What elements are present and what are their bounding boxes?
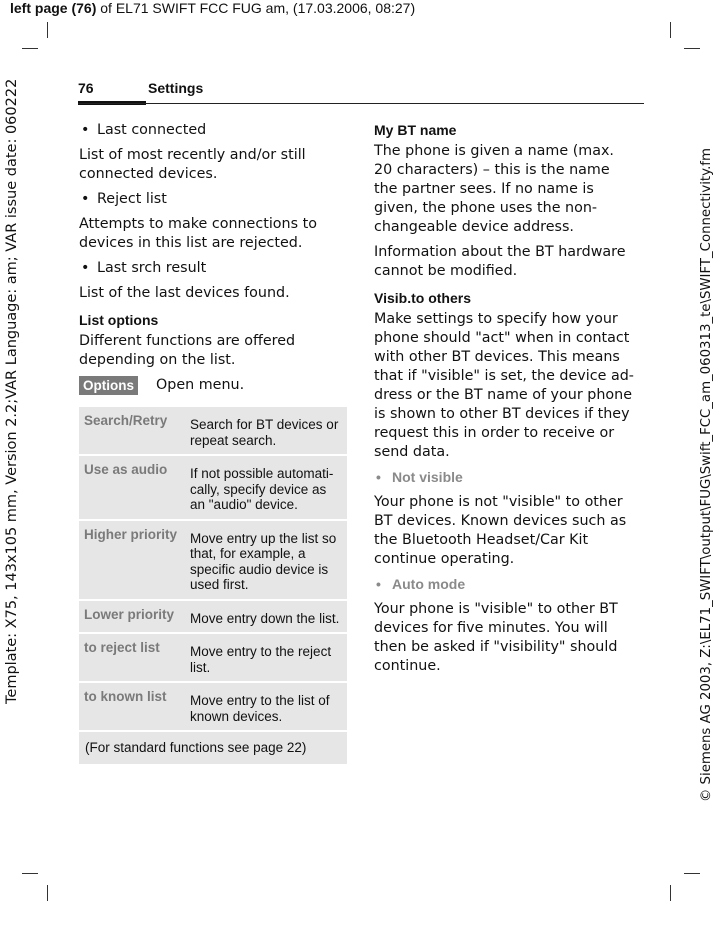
crop-mark xyxy=(22,48,38,49)
paragraph: Attempts to make connections to devices in this list are rejected. xyxy=(79,216,317,251)
bullet-reject-list: • Reject list xyxy=(79,190,349,209)
print-header-page: left page (76) xyxy=(10,0,97,16)
crop-mark xyxy=(670,885,671,901)
table-row xyxy=(79,456,347,519)
option-name: to known list xyxy=(79,683,186,730)
left-column xyxy=(79,121,349,766)
option-description: Move entry down the list. xyxy=(186,601,347,633)
table-row xyxy=(79,407,347,454)
table-footer-row xyxy=(79,732,347,764)
page-number: 76 xyxy=(78,80,94,96)
options-row xyxy=(79,376,349,395)
template-info-margin: Template: X75, 143x105 mm, Version 2.2;VAR Language: am; VAR issue date: 060222 xyxy=(4,78,20,704)
print-header xyxy=(10,0,415,16)
table-row xyxy=(79,601,347,633)
paragraph: Your phone is "visible" to other BT devices for five minutes. You will then be asked if "visibility" should continue. xyxy=(374,601,618,674)
paragraph: Different functions are offered depending on the list. xyxy=(79,333,296,368)
table-footer: (For standard functions see page 22) xyxy=(79,732,347,764)
table-row xyxy=(79,634,347,681)
header-rule xyxy=(78,103,644,104)
option-description: Move entry up the list so that, for example, a specific audio device is used first. xyxy=(186,521,347,599)
paragraph: List of most recently and/or still connected devices. xyxy=(79,147,306,182)
section-title: Settings xyxy=(148,80,204,96)
options-description: Open menu. xyxy=(156,377,245,393)
crop-mark xyxy=(47,885,48,901)
option-description: Move entry to the reject list. xyxy=(186,634,347,681)
paragraph: List of the last devices found. xyxy=(79,285,290,301)
option-description: Search for BT devices or repeat search. xyxy=(186,407,347,454)
crop-mark xyxy=(684,873,700,874)
option-not-visible: • Not visible xyxy=(374,468,634,487)
crop-mark xyxy=(670,22,671,38)
heading-visibility: Visib.to others xyxy=(374,290,471,306)
right-column xyxy=(374,121,634,682)
paragraph: Information about the BT hardware cannot be modified. xyxy=(374,244,626,279)
table-row xyxy=(79,521,347,599)
option-name: Higher priority xyxy=(79,521,186,599)
bullet-last-connected: • Last connected xyxy=(79,121,349,140)
option-description: Move entry to the list of known devices. xyxy=(186,683,347,730)
crop-mark xyxy=(684,48,700,49)
crop-mark xyxy=(47,22,48,38)
list-options-table xyxy=(79,405,347,766)
option-name: Lower priority xyxy=(79,601,186,633)
paragraph: Your phone is not "visible" to other BT devices. Known devices such as the Bluetooth Headset/Car Kit continue operating. xyxy=(374,494,627,567)
crop-mark xyxy=(22,873,38,874)
heading-my-bt-name: My BT name xyxy=(374,122,457,138)
copyright-margin: © Siemens AG 2003, Z:\EL71_SWIFT\output\FUG\Swift_FCC_am_060313_te\SWIFT_Connectivity.fm xyxy=(699,148,714,802)
option-auto-mode: • Auto mode xyxy=(374,575,634,594)
option-name: Search/Retry xyxy=(79,407,186,454)
paragraph: Make settings to specify how your phone should "act" when in contact with other BT devices. This means that if "visible" is set, the device ad-dress or the BT name of your phone is shown to other BT devices if they request this in order to receive or send data. xyxy=(374,311,634,460)
bullet-last-search-result: • Last srch result xyxy=(79,259,349,278)
option-description: If not possible automati-cally, specify device as an "audio" device. xyxy=(186,456,347,519)
table-row xyxy=(79,683,347,730)
option-name: to reject list xyxy=(79,634,186,681)
print-header-info: of EL71 SWIFT FCC FUG am, (17.03.2006, 08:27) xyxy=(96,0,416,16)
option-name: Use as audio xyxy=(79,456,186,519)
options-softkey: Options xyxy=(79,376,138,395)
heading-list-options: List options xyxy=(79,312,159,328)
paragraph: The phone is given a name (max. 20 characters) – this is the name the partner sees. If no name is given, the phone uses the non-changeable device address. xyxy=(374,143,614,235)
